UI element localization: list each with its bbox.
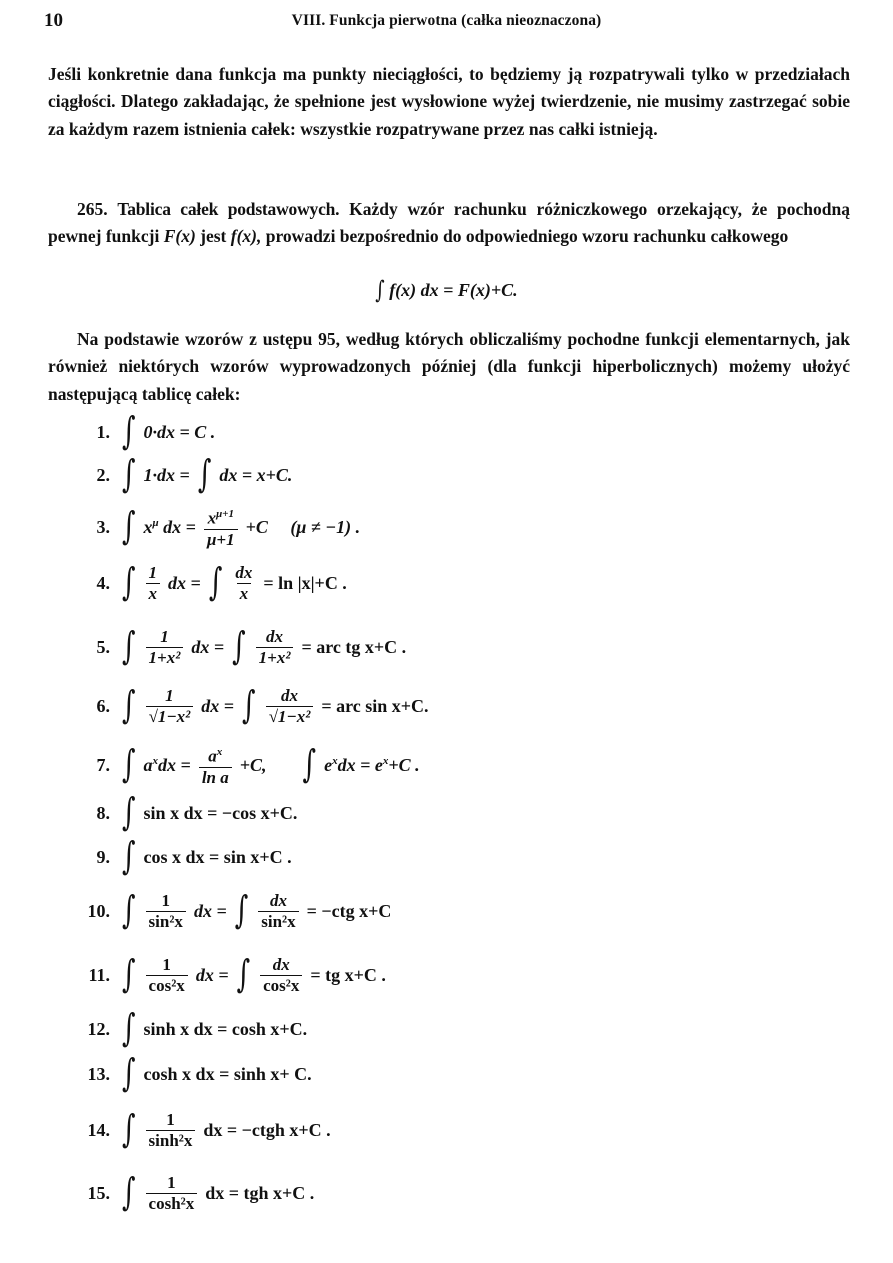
numerator: 1 [161,890,170,910]
integral-sign-icon: ∫ [236,953,251,997]
fraction [204,504,238,550]
formula-9 [76,832,292,882]
f-of-x: f(x), [230,226,262,247]
fraction [146,563,161,604]
formula-base: e [324,754,333,775]
formula-text: dx = [158,754,191,775]
denominator: sin²x [258,911,298,932]
formula-number: 15. [87,1182,110,1203]
formula-exponent: x [332,754,338,767]
fraction [146,955,188,996]
page-number: 10 [44,10,63,31]
denominator: cos²x [260,975,302,996]
formula-number: 1. [96,421,110,442]
integral-sign-icon: ∫ [122,889,136,933]
formula-4 [76,558,347,608]
integral-sign-icon: ∫ [122,1052,136,1096]
formula-13 [76,1049,312,1099]
integral-sign-icon: ∫ [122,453,136,497]
numerator: a [208,746,217,766]
formula-text: dx = [163,516,196,537]
formula-number: 7. [96,754,110,775]
section-title: Tablica całek podstawowych. [117,199,340,219]
integral-sign-icon: ∫ [122,1171,136,1215]
numerator: dx [266,626,284,646]
numerator: dx [280,685,298,705]
denominator: sin²x [146,911,186,932]
formula-text: dx = e [337,754,383,775]
integral-sign-icon: ∫ [122,953,136,997]
integral-sign-icon: ∫ [232,625,246,669]
formula-exponent: x [152,754,159,767]
central-formula [0,276,893,305]
formula-base: x [143,516,153,537]
numerator: dx [272,954,290,974]
formula-text: dx = −ctgh x+C . [203,1119,331,1140]
denominator: √1−x² [266,706,314,727]
numerator-exponent: x [216,746,223,759]
section-paragraph [48,196,850,251]
integral-sign-icon: ∫ [122,561,136,605]
numerator: 1 [148,562,158,582]
formula-text: = tg x+C . [310,964,386,985]
formula-number: 9. [96,846,110,867]
integral-sign-icon: ∫ [122,505,136,549]
formula-11 [76,950,386,1000]
fraction [146,1173,198,1214]
denominator: √1−x² [146,706,194,727]
formula-number: 14. [87,1119,110,1140]
integral-sign-icon: ∫ [122,410,136,454]
integral-sign-icon: ∫ [208,561,223,605]
fraction [199,742,232,788]
formula-number: 6. [96,695,110,716]
formula-exponent: x [382,754,389,767]
denominator: cos²x [146,975,188,996]
integral-sign-icon: ∫ [242,684,256,728]
numerator: 1 [167,1172,176,1192]
page-header [44,10,849,36]
fraction [232,563,255,604]
denominator: ln a [199,767,232,788]
integral-sign-icon: ∫ [302,743,317,787]
central-formula-text: f(x) dx = F(x)+C. [389,280,518,300]
fraction [146,686,194,727]
fraction [146,891,186,932]
formula-2 [76,450,292,500]
denominator: 1+x² [256,647,294,668]
numerator: dx [269,890,287,910]
formula-7 [76,740,420,790]
formula-10 [76,886,391,936]
formula-text: 1·dx = [143,464,190,485]
integral-sign-icon: ∫ [122,1108,136,1152]
formula-15 [76,1168,314,1218]
numerator: 1 [166,1109,175,1129]
integral-sign-icon: ∫ [122,835,136,879]
integral-sign-icon: ∫ [234,889,249,933]
formula-text: sin x dx = −cos x+C. [143,802,298,823]
denominator: x [237,583,252,604]
formula-number: 2. [96,464,110,485]
formula-6 [76,681,429,731]
formula-number: 11. [88,964,110,985]
formula-text: sinh x dx = cosh x+C. [143,1018,308,1039]
formula-number: 8. [96,802,110,823]
numerator: dx [235,562,253,582]
fraction [258,891,298,932]
formula-number: 3. [96,516,110,537]
formula-text: +C . [388,754,420,775]
integral-sign-icon: ∫ [122,743,136,787]
numerator: 1 [160,626,169,646]
formula-number: 13. [87,1063,110,1084]
formula-text: 0·dx = C . [143,421,216,442]
running-title: VIII. Funkcja pierwotna (całka nieoznaczona) [291,12,602,29]
formula-number: 4. [96,572,110,593]
formula-text: +C, [239,754,267,775]
integral-sign-icon: ∫ [122,791,136,835]
fraction [146,627,184,668]
formula-text: +C (μ ≠ −1) . [245,516,361,537]
integral-sign-icon: ∫ [122,625,136,669]
section-text-b: jest [200,226,227,247]
formula-text: dx = [191,636,225,657]
numerator: 1 [162,954,171,974]
denominator: x [146,583,161,604]
formula-5 [76,622,406,672]
formula-14 [76,1105,331,1155]
formula-exponent: μ [152,516,159,529]
formula-text: = arc tg x+C . [301,636,407,657]
numerator: 1 [165,685,174,705]
formula-text: dx = x+C. [219,464,293,485]
formula-number: 12. [87,1018,110,1039]
denominator: μ+1 [204,529,238,550]
integral-sign-icon: ∫ [375,276,385,305]
formula-text: dx = [201,695,235,716]
F-of-x: F(x) [163,226,196,247]
fraction [146,1110,196,1151]
section-text-a: Każdy wzór rachunku różniczkowego orzekający, że pochodną pewnej funkcji [48,199,850,247]
formula-text: = ln |x|+C . [263,572,347,593]
fraction [266,686,314,727]
section-text-c: prowadzi bezpośrednio do odpowiedniego wzoru rachunku całkowego [265,226,789,247]
formula-number: 5. [96,636,110,657]
formula-text: = −ctg x+C [306,900,392,921]
formula-text: = arc sin x+C. [321,695,429,716]
formula-3 [76,502,360,552]
formula-text: dx = [193,900,227,921]
numerator-exponent: μ+1 [216,508,234,521]
formula-text: cosh x dx = sinh x+ C. [143,1063,312,1084]
integral-sign-icon: ∫ [122,1007,136,1051]
fraction [260,955,302,996]
formula-12 [76,1004,307,1054]
integral-sign-icon: ∫ [197,453,212,497]
formula-text: cos x dx = sin x+C . [143,846,292,867]
fraction [256,627,294,668]
formula-text: dx = tgh x+C . [205,1182,315,1203]
denominator: sinh²x [146,1130,196,1151]
integral-sign-icon: ∫ [122,684,136,728]
table-intro-paragraph [48,326,850,408]
denominator: cosh²x [146,1193,198,1214]
formula-8 [76,788,297,838]
intro-paragraph: Jeśli konkretnie dana funkcja ma punkty nieciągłości, to będziemy ją rozpatrywali tylko w przedziałach ciągłości. Dlatego zakładając, że spełnione jest wysłowione wyżej twierdzenie, nie musimy zastrzegać sobie za każdym razem istnienia całek: wszystkie rozpatrywane przez nas całki istnieją. [48,64,850,139]
formula-text: dx = [168,572,201,593]
formula-number: 10. [87,900,110,921]
section-number: 265. [77,199,108,219]
table-intro-text: Na podstawie wzorów z ustępu 95, według których obliczaliśmy pochodne funkcji elementarnych, jak również niektórych wzorów wyprowadzonych później (dla funkcji hiperbolicznych) możemy ułożyć następującą tablicę całek: [48,329,850,404]
numerator: x [207,508,217,528]
denominator: 1+x² [146,647,184,668]
formula-text: dx = [195,964,229,985]
formula-base: a [143,754,153,775]
